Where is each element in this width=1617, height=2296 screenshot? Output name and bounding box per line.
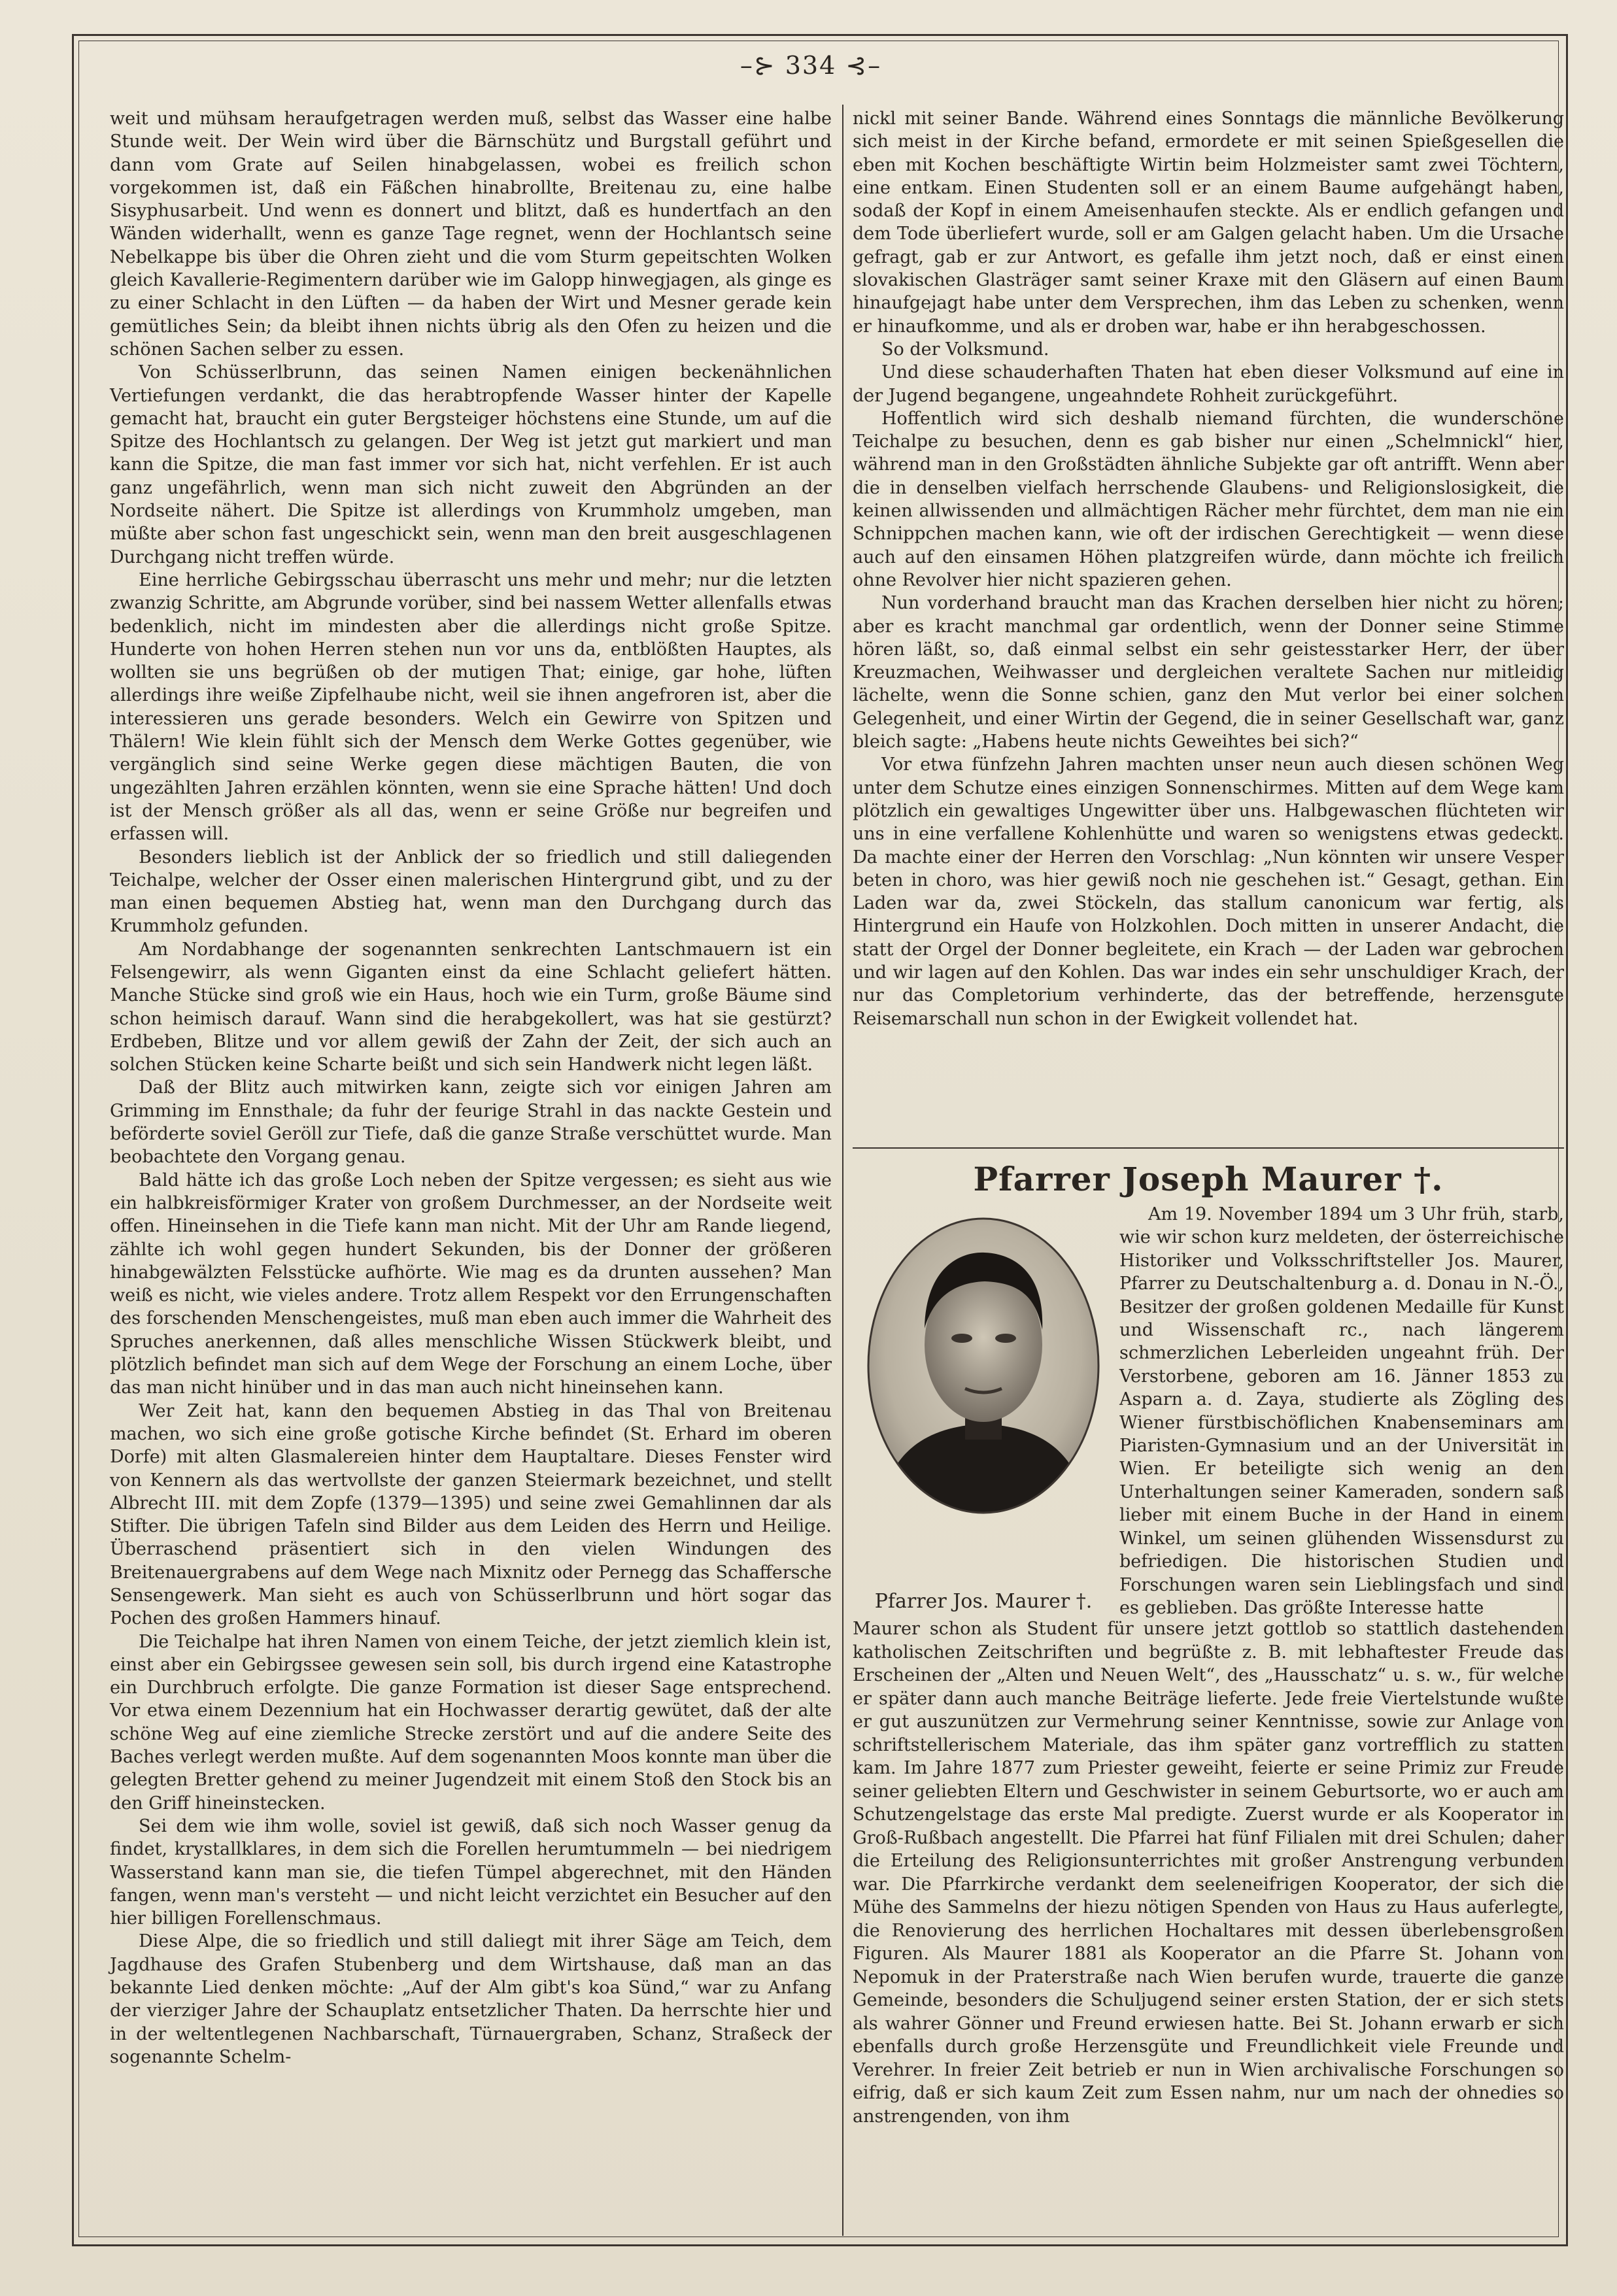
paragraph: Maurer schon als Student für unsere jetzt gottlob so stattlich dastehenden katholischen Zeitschriften und begrüßte z. B. mit lebhaftester Freude das Erscheinen der „Alten und Neuen Welt“, des „Hausschatz“ u. s. w., für welche er später dann auch manche Beiträge lieferte. Jede freie Viertelstunde wußte er gut auszunützen zur Vermehrung seiner Kenntnisse, sowie zur Anlage von schriftstellerischem Materiale, das ihm später ganz vortrefflich zu statten kam. Im Jahre 1877 zum Priester geweiht, feierte er seine Primiz zur Freude seiner geliebten Eltern und Geschwister in seinem Geburtsorte, wo er auch am Schutzengelstage das erste Mal predigte. Zuerst wurde er als Kooperator in Groß-Rußbach angestellt. Die Pfarrei hat fünf Filialen mit drei Schulen; daher die Erteilung des Religionsunterrichtes mit großer Anstrengung verbunden war. Die Pfarrkirche verdankt dem seeleneifrigen Kooperator, der sich die Mühe des Sammelns der hiezu nötigen Spenden von Haus zu Haus auferlegte, die Renovierung des herrlichen Hochaltares mit dessen überlebensgroßen Figuren. Als Maurer 1881 als Kooperator an die Pfarre St. Johann von Nepomuk in der Praterstraße nach Wien berufen wurde, trauerte die ganze Gemeinde, besonders die Schuljugend seiner ersten Station, der er sich stets als wahrer Gönner und Freund erwiesen hatte. Bei St. Johann erwarb er sich ebenfalls durch große Herzensgüte und Freundlichkeit viele Freunde und Verehrer. In freier Zeit betrieb er nun in Wien archivalische Forschungen so eifrig, daß er sich kaum Zeit zum Essen nahm, nur um nach der ohnedies so anstrengenden, von ihm xyxy=(853,1619,1564,2127)
obituary-headline: Pfarrer Joseph Maurer †. xyxy=(973,1160,1444,1198)
paragraph: Und diese schauderhaften Thaten hat eben dieser Volksmund auf eine in der Jugend begangene, ungeahndete Rohheit zurückgeführt. xyxy=(853,362,1564,406)
obituary-text-beside-portrait xyxy=(1119,1203,1564,1619)
paragraph: Am Nordabhange der sogenannten senkrechten Lantschmauern ist ein Felsengewirr, als wenn Giganten einst da eine Schlacht geliefert hätten. Manche Stücke sind groß wie ein Haus, hoch wie ein Turm, große Bäume sind schon heimisch darauf. Wann sind die herabgekollert, was hat sie gestürzt? Erdbeben, Blitze und vor allem gewiß der Zahn der Zeit, der sich auch an solchen Stücken keine Scharte beißt und sich sein Handwerk nicht legen läßt. xyxy=(110,939,832,1075)
page-number: –⊱ 334 ⊰– xyxy=(740,51,882,80)
paragraph: Vor etwa fünfzehn Jahren machten unser neun auch diesen schönen Weg unter dem Schutze eines einzigen Sonnenschirmes. Mitten auf dem Wege kam plötzlich ein gewaltiges Ungewitter über uns. Halbgewaschen flüchteten wir uns in eine verfallene Kohlenhütte und waren so wenigstens etwas gedeckt. Da machte einer der Herren den Vorschlag: „Nun könnten wir unsere Vesper beten in choro, was hier gewiß noch nie geschehen ist.“ Gesagt, gethan. Ein Laden war da, zwei Stöckeln, das stallum canonicum war fertig, als Hintergrund ein Haufe von Holzkohlen. Doch mitten in unserer Andacht, die statt der Orgel der Donner begleitete, ein Krach — der Laden war gebrochen und wir lagen auf den Kohlen. Das war indes ein sehr unschuldiger Krach, der nur das Completorium verhinderte, das der betreffende, herzensgute Reisemarschall nun schon in der Ewigkeit vollendet hat. xyxy=(853,754,1564,1029)
paragraph: Wer Zeit hat, kann den bequemen Abstieg in das Thal von Breitenau machen, wo sich eine große gotische Kirche befindet (St. Erhard im oberen Dorfe) mit alten Glasmalereien hinter dem Hauptaltare. Dieses Fenster wird von Kennern als das wertvollste der ganzen Steiermark bezeichnet, und stellt Albrecht III. mit dem Zopfe (1379—1395) und seine zwei Gemahlinnen dar als Stifter. Die übrigen Tafeln sind Bilder aus dem Leiden des Herrn und Heilige. Überraschend präsentiert sich in den vielen Windungen des Breitenauergrabens auf dem Wege nach Mixnitz oder Pernegg das Schaffersche Sensengewerk. Man sieht es auch von Schüsserlbrunn und hört sogar das Pochen des großen Hammers hinauf. xyxy=(110,1400,832,1629)
paragraph: Am 19. November 1894 um 3 Uhr früh, starb, wie wir schon kurz meldeten, der österreichische Historiker und Volksschriftsteller Jos. Maurer, Pfarrer zu Deutschaltenburg a. d. Donau in N.-Ö., Besitzer der großen goldenen Medaille für Kunst und Wissenschaft rc., nach längerem schmerzlichen Leberleiden ungeahnt früh. Der Verstorbene, geboren am 16. Jänner 1853 zu Asparn a. d. Zaya, studierte als Zögling des Wiener fürstbischöflichen Knabenseminars am Piaristen-Gymnasium und an der Universität in Wien. Er beteiligte sich wenig an den Unterhaltungen seiner Kameraden, sondern saß lieber mit einem Buche in der Hand in einem Winkel, um seinen glühenden Wissensdurst zu befriedigen. Die historischen Studien und Forschungen waren sein Lieblingsfach und sind es geblieben. Das größte Interesse hatte xyxy=(1119,1204,1564,1618)
paragraph: So der Volksmund. xyxy=(881,339,1049,360)
right-column xyxy=(853,107,1564,1137)
left-column xyxy=(110,107,832,2232)
section-divider xyxy=(853,1147,1564,1149)
portrait-photo xyxy=(867,1217,1100,1515)
paragraph: Von Schüsserlbrunn, das seinen Namen einigen beckenähnlichen Vertiefungen verdankt, die das herabtropfende Wasser hinter der Kapelle gemacht hat, braucht ein guter Bergsteiger höchstens eine Stunde, um auf die Spitze des Hochlantsch zu gelangen. Der Weg ist jetzt gut markiert und man kann die Spitze, die man fast immer vor sich hat, nicht verfehlen. Er ist auch ganz ungefährlich, wenn man sich nicht zuweit den Abgründen an der Nordseite nähert. Die Spitze ist allerdings von Krummholz umgeben, man müßte aber schon fast ungeschickt sein, wenn man den breit ausgeschlagenen Durchgang nicht treffen würde. xyxy=(110,362,832,567)
paragraph: Die Teichalpe hat ihren Namen von einem Teiche, der jetzt ziemlich klein ist, einst aber ein Gebirgssee gewesen sein soll, bis durch irgend eine Katastrophe ein Durchbruch erfolgte. Die ganze Formation ist dieser Sage entsprechend. Vor etwa einem Dezennium hat ein Hochwasser derartig gewütet, daß der alte schöne Weg auf eine ziemliche Strecke zerstört und auf die andere Seite des Baches verlegt werden mußte. Auf dem sogenannten Moos konnte man über die gelegten Bretter gehend zu meiner Jugendzeit mit einem Stoß den Stock bis an den Griff hineinstecken. xyxy=(110,1631,832,1814)
obituary-text-below xyxy=(853,1617,1564,2128)
paragraph: Sei dem wie ihm wolle, soviel ist gewiß, daß sich noch Wasser genug da findet, krystallklares, in dem sich die Forellen herumtummeln — bei niedrigem Wasserstand kann man sie, die tiefen Tümpel abgerechnet, mit den Händen fangen, wenn man's versteht — und nicht leicht verzichtet ein Besucher auf den hier billigen Forellenschmaus. xyxy=(110,1815,832,1929)
paragraph: Hoffentlich wird sich deshalb niemand fürchten, die wunderschöne Teichalpe zu besuchen, denn es gab bisher nur einen „Schelmnickl“ hier, während man in den Großstädten ähnliche Subjekte gar oft antrifft. Wenn aber die in denselben vielfach herrschende Glaubens- und Religionslosigkeit, die keinen allwissenden und allmächtigen Rächer mehr fürchtet, dem man nie ein Schnippchen machen kann, wie oft der irdischen Gerechtigkeit — wenn diese auch auf den einsamen Höhen platzgreifen würde, dann möchte ich freilich ohne Revolver hier nicht spazieren gehen. xyxy=(853,408,1564,590)
paragraph: Eine herrliche Gebirgsschau überrascht uns mehr und mehr; nur die letzten zwanzig Schritte, am Abgrunde vorüber, sind bei nassem Wetter allenfalls etwas bedenklich, nicht im mindesten aber die allerdings nicht große Spitze. Hunderte von hohen Herren stehen nun vor uns da, entblößten Hauptes, als wollten sie uns begrüßen ob der mutigen That; einige, gar hohe, lüften allerdings ihre weiße Zipfelhaube nicht, weil sie ihnen angefroren ist, aber die interessieren uns gerade besonders. Welch ein Gewirre von Spitzen und Thälern! Wie klein fühlt sich der Mensch dem Werke Gottes gegenüber, wie vergänglich sind seine Werke gegen diese mächtigen Bauten, die von ungezählten Jahren erzählen könnten, wenn sie eine Sprache hätten! Und doch ist der Mensch größer als all das, wenn er seine Größe nur begreifen und erfassen will. xyxy=(110,569,832,845)
paragraph: Besonders lieblich ist der Anblick der so friedlich und still daliegenden Teichalpe, welcher der Osser einen malerischen Hintergrund gibt, und zu der man einen bequemen Abstieg hat, wenn man den Durchgang durch das Krummholz gefunden. xyxy=(110,847,832,937)
column-divider xyxy=(842,105,843,2236)
portrait-caption: Pfarrer Jos. Maurer †. xyxy=(874,1590,1093,1613)
paragraph: Diese Alpe, die so friedlich und still daliegt mit ihrer Säge am Teich, dem Jagdhause des Grafen Stubenberg und dem Wirtshause, daß man an das bekannte Lied denken möchte: „Auf der Alm gibt's koa Sünd,“ war zu Anfang der vierziger Jahre der Schauplatz entsetzlicher Thaten. Da herrschte hier und in der weltentlegenen Nachbarschaft, Türnauergraben, Schanz, Straßeck der sogenannte Schelm- xyxy=(110,1931,832,2067)
paragraph: nickl mit seiner Bande. Während eines Sonntags die männliche Bevölkerung sich meist in der Kirche befand, ermordete er mit seinen Spießgesellen die eben mit Kochen beschäftigte Wirtin beim Holzmeister samt zwei Töchtern, eine entkam. Einen Studenten soll er an einem Baume aufgehängt haben, sodaß der Kopf in einem Ameisenhaufen steckte. Als er endlich gefangen und dem Tode überliefert wurde, soll er am Galgen gelacht haben. Um die Ursache gefragt, gab er zur Antwort, es gefalle ihm jetzt noch, daß er einst einen slovakischen Glasträger samt seiner Kraxe mit den Gläsern auf einen Baum hinaufgejagt habe unter dem Versprechen, ihm das Leben zu schenken, wenn er hinaufkomme, und als er droben war, habe er ihn herabgeschossen. xyxy=(853,109,1564,337)
paragraph: Nun vorderhand braucht man das Krachen derselben hier nicht zu hören; aber es kracht manchmal gar ordentlich, wenn der Donner seine Stimme hören läßt, so, daß einmal selbst ein sehr geistesstarker Herr, der über Kreuzmachen, Weihwasser und dergleichen veraltete Sachen nur mitleidig lächelte, wenn die Sonne schien, ganz den Mut verlor bei einer solchen Gelegenheit, und einer Wirtin der Gegend, die in seiner Gesellschaft war, ganz bleich sagte: „Habens heute nichts Geweihtes bei sich?“ xyxy=(853,593,1564,752)
paragraph: Daß der Blitz auch mitwirken kann, zeigte sich vor einigen Jahren am Grimming im Ennsthale; da fuhr der feurige Strahl in das nackte Gestein und beförderte soviel Geröll zur Tiefe, daß die ganze Straße verschüttet wurde. Man beobachtete den Vorgang genau. xyxy=(110,1077,832,1168)
paragraph: Bald hätte ich das große Loch neben der Spitze vergessen; es sieht aus wie ein halbkreisförmiger Krater von großem Durchmesser, an der Nordseite weit offen. Hineinsehen in die Tiefe kann man nicht. Mit der Uhr am Rande liegend, zählte ich wohl gegen hundert Sekunden, bis der Donner der größeren hinabgewälzten Felsstücke aufhörte. Wie mag es da drunten aussehen? Man weiß es nicht, wie vieles andere. Trotz allem Respekt vor den Errungenschaften des forschenden Menschengeistes, muß man eben auch immer die Wahrheit des Spruches anerkennen, daß alles menschliche Wissen Stückwerk bleibt, und plötzlich befindet man sich auf dem Wege der Forschung an einem Loche, über das man nicht hinüber und in das man auch nicht hineinsehen kann. xyxy=(110,1170,832,1398)
paragraph: weit und mühsam heraufgetragen werden muß, selbst das Wasser eine halbe Stunde weit. Der Wein wird über die Bärnschütz und Burgstall geführt und dann vom Grate auf Seilen hinabgelassen, wobei es freilich schon vorgekommen ist, daß ein Fäßchen hinabrollte, Breitenau zu, eine halbe Sisyphusarbeit. Und wenn es donnert und blitzt, daß es hundertfach an den Wänden widerhallt, wenn es ganze Tage regnet, wenn der Hochlantsch seine Nebelkappe bis über die Ohren zieht und die vom Sturm gepeitschten Wolken gleich Kavallerie-Regimentern darüber wie im Galopp hinwegjagen, als ginge es zu einer Schlacht in den Lüften — da haben der Wirt und Mesner gerade kein gemütliches Sein; da bleibt ihnen nichts übrig als den Ofen zu heizen und die schönen Sachen selber zu essen. xyxy=(110,109,832,360)
